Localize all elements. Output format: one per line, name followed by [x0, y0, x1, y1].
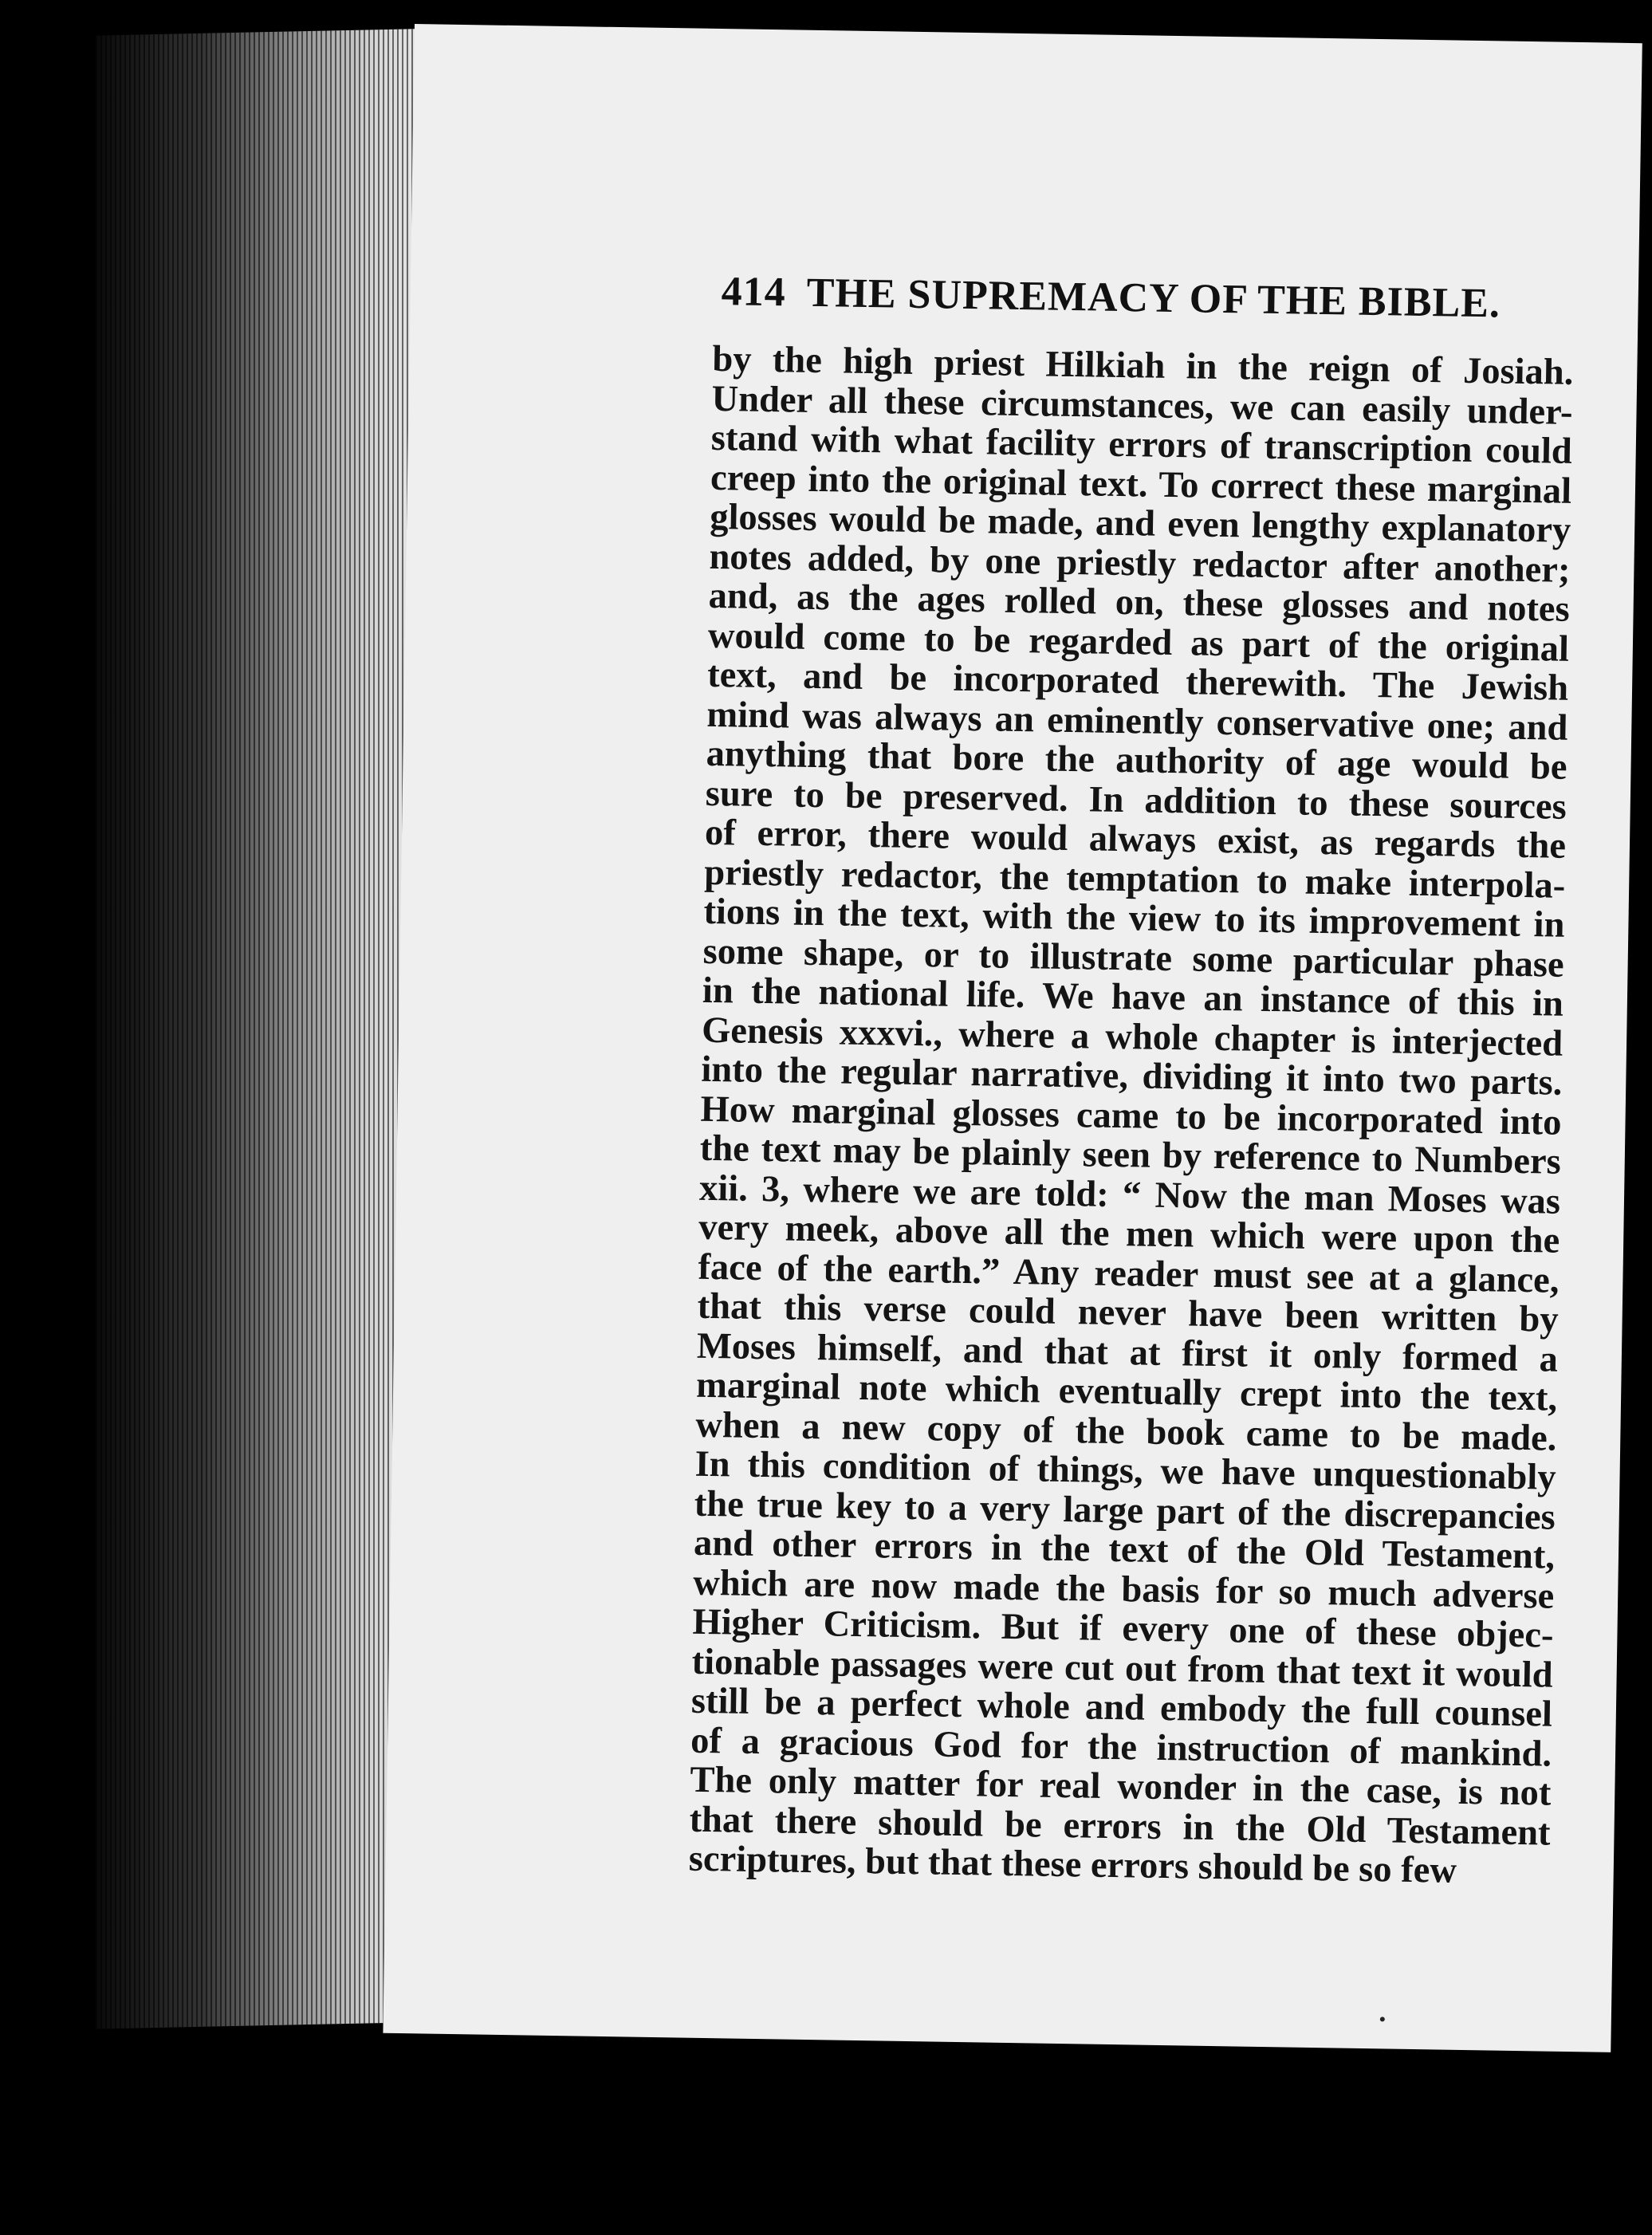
text-line: Under all these circumstances, we can easily under- [711, 378, 1573, 433]
book-page [383, 24, 1642, 2052]
running-title: THE SUPREMACY OF THE BIBLE. [806, 270, 1501, 327]
text-line: in the national life. We have an instance of this in [702, 970, 1564, 1025]
text-line: text, and be incorporated therewith. The Jewish [706, 654, 1569, 709]
text-line: of a gracious God for the instruction of mankind. [690, 1720, 1552, 1775]
text-line: Higher Criticism. But if every one of these objec- [692, 1601, 1554, 1656]
text-line: still be a perfect whole and embody the full counsel [690, 1680, 1553, 1735]
body-text [689, 340, 1574, 1892]
text-line: glosses would be made, and even lengthy explanatory [709, 496, 1571, 551]
text-line: and other errors in the text of the Old Testament, [693, 1522, 1556, 1577]
text-line: when a new copy of the book came to be made. [695, 1404, 1557, 1459]
text-line: tions in the text, with the view to its improvement in [703, 891, 1565, 946]
ink-speck [1380, 2017, 1385, 2021]
text-line: that there should be errors in the Old Testament [689, 1799, 1551, 1854]
text-line: sure to be preserved. In addition to these sources [705, 773, 1567, 828]
text-line: some shape, or to illustrate some particular phase [702, 931, 1565, 986]
text-line: priestly redactor, the temptation to make interpola- [703, 852, 1566, 907]
text-line: which are now made the basis for so much adverse [692, 1562, 1555, 1617]
text-line: that this verse could never have been written by [697, 1285, 1560, 1340]
running-header [721, 268, 1567, 329]
text-line: mind was always an eminently conservative one; and [706, 694, 1568, 749]
text-line: the text may be plainly seen by reference to Numbers [699, 1127, 1562, 1182]
text-line: would come to be regarded as part of the original [707, 615, 1570, 670]
text-line: tionable passages were cut out from that text it would [691, 1641, 1554, 1696]
text-line: xii. 3, where we are told: “ Now the man Moses was [698, 1167, 1561, 1222]
text-line: Genesis xxxvi., where a whole chapter is interjected [701, 1009, 1564, 1064]
text-line: marginal note which eventually crept into the text, [695, 1364, 1558, 1419]
text-line: into the regular narrative, dividing it into two parts. [701, 1049, 1563, 1104]
text-line: creep into the original text. To correct these marginal [710, 457, 1572, 512]
page-number: 414 [721, 269, 787, 316]
text-line: Moses himself, and that at first it only formed a [696, 1325, 1559, 1380]
text-line: In this condition of things, we have unquestionably [694, 1443, 1556, 1498]
text-line: How marginal glosses came to be incorporated into [700, 1088, 1562, 1143]
text-line: of error, there would always exist, as regards the [704, 812, 1567, 867]
text-line: very meek, above all the men which were upon the [698, 1206, 1560, 1261]
text-line: face of the earth.” Any reader must see at a glance, [698, 1246, 1560, 1301]
text-line: anything that bore the authority of age would be [706, 733, 1567, 788]
text-line: The only matter for real wonder in the case, is not [690, 1759, 1552, 1814]
text-line: stand with what facility errors of transcription could [710, 417, 1573, 472]
text-line: and, as the ages rolled on, these glosses and notes [708, 575, 1571, 630]
text-line: by the high priest Hilkiah in the reign of Josiah. [712, 338, 1574, 393]
text-line: the true key to a very large part of the discrepancies [694, 1483, 1556, 1538]
text-line: scriptures, but that these errors should be so few [688, 1838, 1457, 1891]
text-line: notes added, by one priestly redactor after another; [709, 536, 1571, 591]
